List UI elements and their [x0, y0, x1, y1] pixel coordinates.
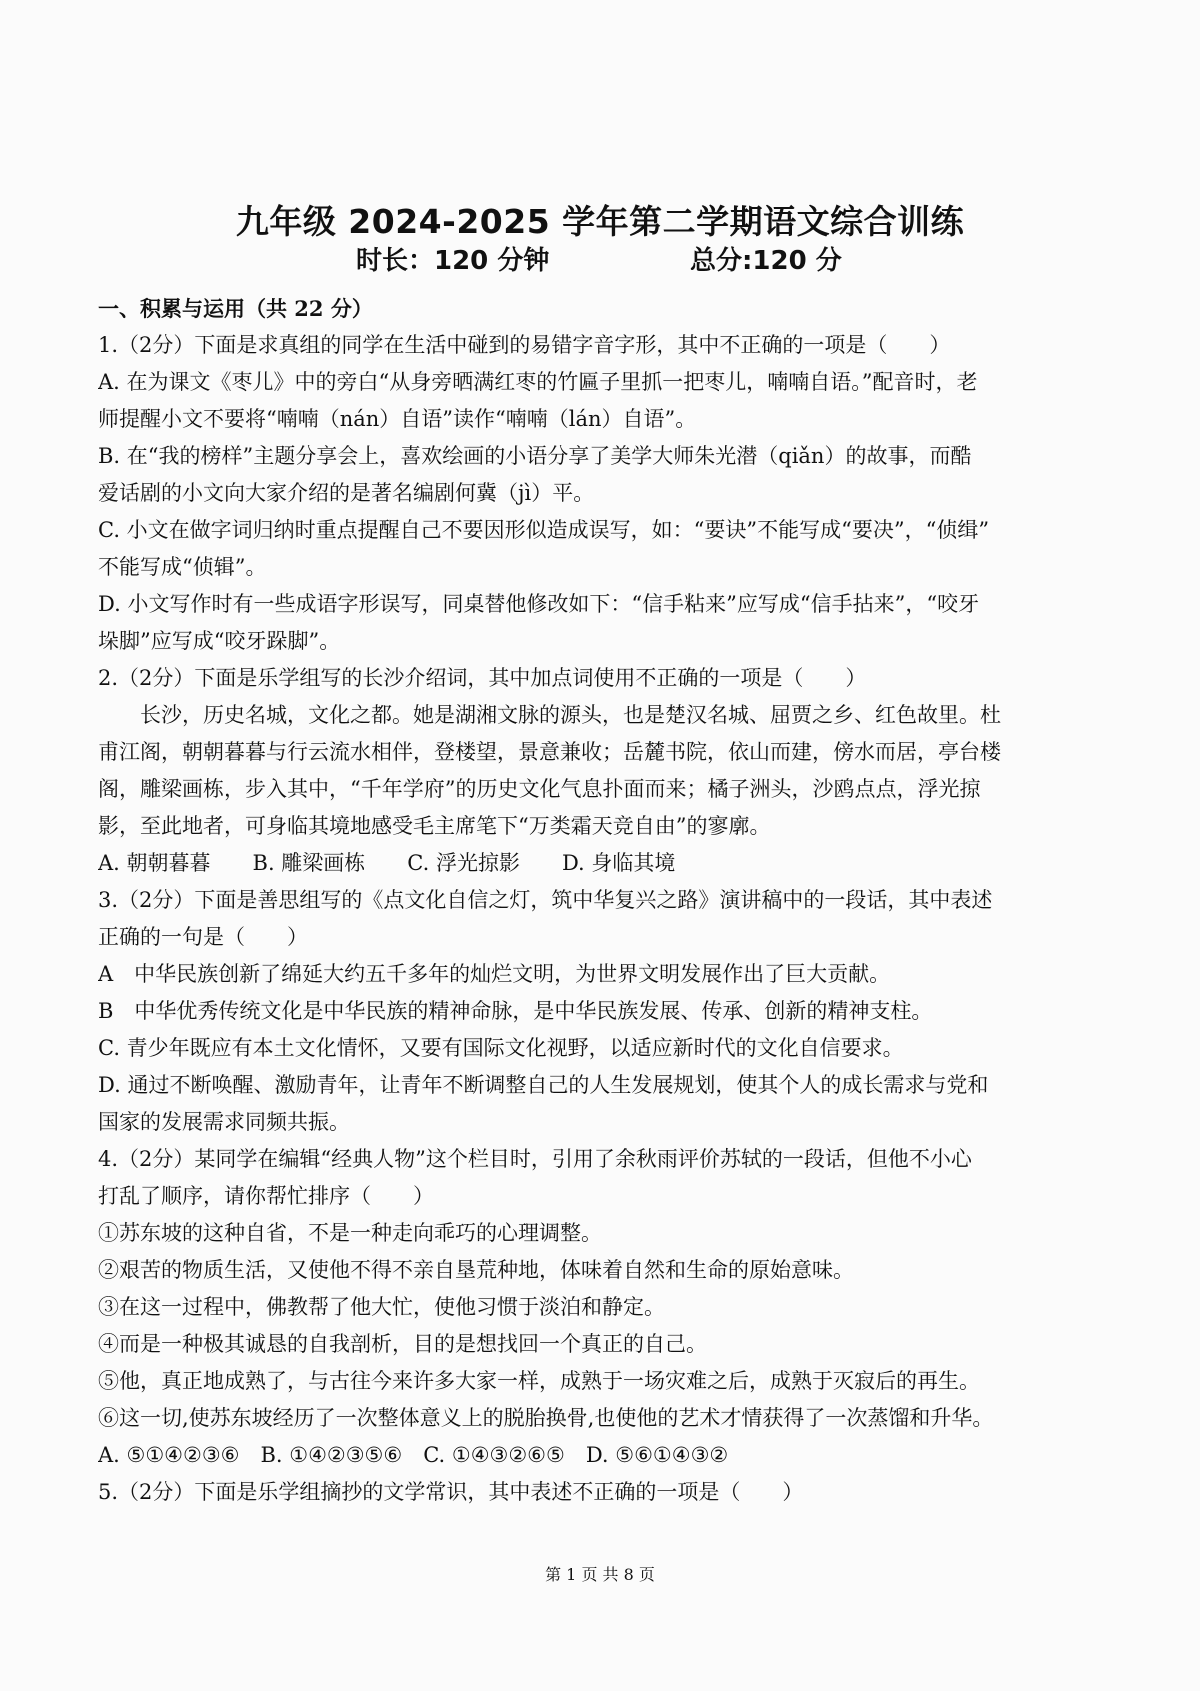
q3-option-b: B 中华优秀传统文化是中华民族的精神命脉，是中华民族发展、传承、创新的精神支柱。 [98, 999, 933, 1023]
q3-option-d-cont: 国家的发展需求同频共振。 [98, 1110, 350, 1134]
q1-option-b-cont: 爱话剧的小文向大家介绍的是著名编剧何冀（jì）平。 [98, 481, 595, 505]
page-title: 九年级 2024-2025 学年第二学期语文综合训练 [235, 202, 965, 241]
q3-option-c: C. 青少年既应有本土文化情怀，又要有国际文化视野，以适应新时代的文化自信要求。 [98, 1036, 904, 1060]
q2-passage-line: 长沙，历史名城，文化之都。她是湖湘文脉的源头，也是楚汉名城、屈贾之乡、红色故里。杜 [140, 703, 1001, 727]
question-body [98, 290, 1110, 1511]
section-heading: 一、积累与运用（共 22 分） [98, 296, 373, 321]
q1-option-c: C. 小文在做字词归纳时重点提醒自己不要因形似造成误写，如：“要诀”不能写成“要决”，“侦缉” [98, 518, 990, 542]
page-footer: 第 1 页 共 8 页 [545, 1565, 655, 1584]
q2-passage-line: 阁，雕梁画栋，步入其中，“千年学府”的历史文化气息扑面而来；橘子洲头，沙鸥点点，浮光掠 [98, 777, 981, 801]
q4-sentence-4: ④而是一种极其诚恳的自我剖析，目的是想找回一个真正的自己。 [98, 1332, 707, 1356]
q1-option-a-cont: 师提醒小文不要将“喃喃（nán）自语”读作“喃喃（lán）自语”。 [98, 407, 697, 431]
question-2-stem: 2.（2分）下面是乐学组写的长沙介绍词，其中加点词使用不正确的一项是（ ） [98, 666, 867, 690]
q1-option-b: B. 在“我的榜样”主题分享会上，喜欢绘画的小语分享了美学大师朱光潜（qiǎn）的故事，而酷 [98, 444, 972, 468]
q4-sentence-3: ③在这一过程中，佛教帮了他大忙，使他习惯于淡泊和静定。 [98, 1295, 665, 1319]
q2-options: A. 朝朝暮暮 B. 雕梁画栋 C. 浮光掠影 D. 身临其境 [98, 851, 676, 875]
question-3-stem-cont: 正确的一句是（ ） [98, 925, 308, 949]
question-5-stem: 5.（2分）下面是乐学组摘抄的文学常识，其中表述不正确的一项是（ ） [98, 1480, 804, 1504]
q4-sentence-5: ⑤他，真正地成熟了，与古往今来许多大家一样，成熟于一场灾难之后，成熟于灭寂后的再生。 [98, 1369, 980, 1393]
duration-label: 时长：120 分钟 [356, 246, 550, 276]
q4-options: A. ⑤①④②③⑥ B. ①④②③⑤⑥ C. ①④③②⑥⑤ D. ⑤⑥①④③② [98, 1443, 729, 1467]
q4-sentence-1: ①苏东坡的这种自省，不是一种走向乖巧的心理调整。 [98, 1221, 602, 1245]
question-3-stem: 3.（2分）下面是善思组写的《点文化自信之灯，筑中华复兴之路》演讲稿中的一段话，其中表述 [98, 888, 993, 912]
q3-option-d: D. 通过不断唤醒、激励青年，让青年不断调整自己的人生发展规划，使其个人的成长需求与党和 [98, 1073, 989, 1097]
q1-option-c-cont: 不能写成“侦辑”。 [98, 555, 267, 579]
question-1-stem: 1.（2分）下面是求真组的同学在生活中碰到的易错字音字形，其中不正确的一项是（ ） [98, 333, 951, 357]
q1-option-d-cont: 垛脚”应写成“咬牙跺脚”。 [98, 629, 341, 653]
q3-option-a: A 中华民族创新了绵延大约五千多年的灿烂文明，为世界文明发展作出了巨大贡献。 [98, 962, 891, 986]
total-score-label: 总分:120 分 [690, 246, 842, 276]
q2-passage-line: 影，至此地者，可身临其境地感受毛主席笔下“万类霜天竞自由”的寥廓。 [98, 814, 771, 838]
question-4-stem: 4.（2分）某同学在编辑“经典人物”这个栏目时，引用了余秋雨评价苏轼的一段话，但他不小心 [98, 1147, 972, 1171]
q1-option-d: D. 小文写作时有一些成语字形误写，同桌替他修改如下：“信手粘来”应写成“信手拈来”，“咬牙 [98, 592, 980, 616]
exam-meta [0, 240, 1200, 280]
q4-sentence-6: ⑥这一切,使苏东坡经历了一次整体意义上的脱胎换骨,也使他的艺术才情获得了一次蒸馏和升华。 [98, 1406, 994, 1430]
q1-option-a: A. 在为课文《枣儿》中的旁白“从身旁晒满红枣的竹匾子里抓一把枣儿，喃喃自语。”配音时，老 [98, 370, 978, 394]
question-4-stem-cont: 打乱了顺序，请你帮忙排序（ ） [98, 1184, 434, 1208]
q4-sentence-2: ②艰苦的物质生活，又使他不得不亲自垦荒种地，体味着自然和生命的原始意味。 [98, 1258, 854, 1282]
q2-passage-line: 甫江阁，朝朝暮暮与行云流水相伴，登楼望，景意兼收；岳麓书院，依山而建，傍水而居，亭台楼 [98, 740, 1001, 764]
